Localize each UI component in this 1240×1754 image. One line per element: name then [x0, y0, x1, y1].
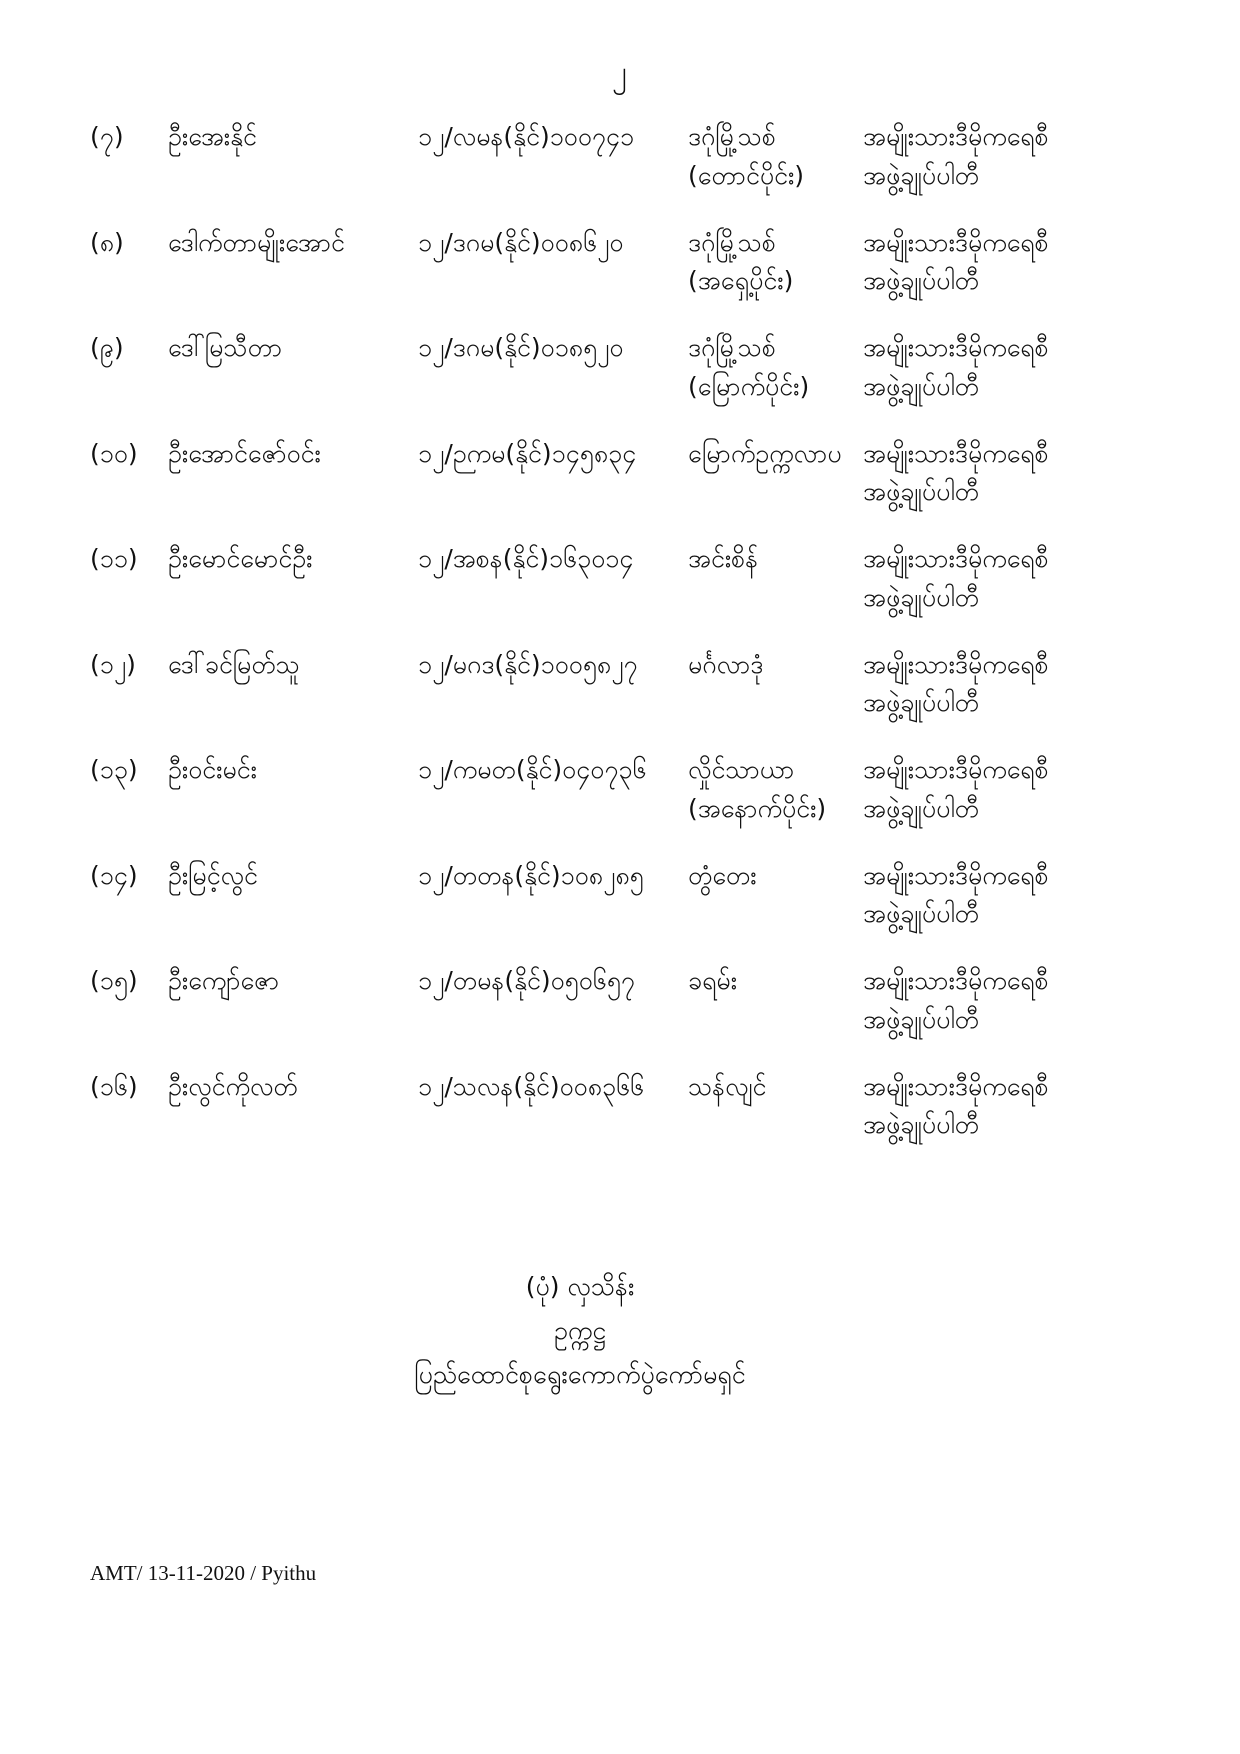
row-party-sub: အဖွဲ့ချုပ်ပါတီ — [863, 477, 980, 507]
row-township — [688, 1068, 863, 1107]
row-party-main: အမျိုးသားဒီမိုကရေစီ — [863, 755, 1049, 784]
row-party — [863, 329, 1153, 407]
table-row — [90, 646, 1160, 724]
signature-title: ဥက္ကဋ္ဌ — [554, 1315, 606, 1345]
row-index: (၁၁) — [90, 544, 138, 573]
table-row — [90, 540, 1160, 618]
row-township-main: ဒဂုံမြို့သစ် — [688, 122, 776, 151]
row-township-main: ဒဂုံမြို့သစ် — [688, 227, 776, 257]
row-party-sub: အဖွဲ့ချုပ်ပါတီ — [863, 688, 980, 718]
signature-block — [0, 1265, 1160, 1396]
row-name: ဒေါက်တာမျိုးအောင် — [168, 227, 345, 257]
row-nrc: ၁၂/လမန(နိုင်)၁၀၀၇၄၁ — [418, 122, 635, 151]
row-index: (၁၄) — [90, 860, 138, 890]
row-township — [688, 540, 863, 579]
row-index: (၁၃) — [90, 755, 138, 784]
table-row — [90, 118, 1160, 196]
row-party-sub: အဖွဲ့ချုပ်ပါတီ — [863, 582, 980, 612]
table-row — [90, 1068, 1160, 1146]
row-township-sub: (တောင်ပိုင်း) — [688, 160, 805, 190]
row-nrc: ၁၂/တမန(နိုင်)၀၅၀၆၅၇ — [418, 966, 635, 995]
row-township — [688, 329, 863, 407]
row-township-main: ခရမ်း — [688, 966, 738, 995]
row-party-main: အမျိုးသားဒီမိုကရေစီ — [863, 438, 1049, 468]
row-index: (၁၀) — [90, 438, 138, 468]
row-index: (၈) — [90, 227, 124, 257]
table-row — [90, 224, 1160, 302]
row-name: ဦးကျော်ဇော — [168, 966, 280, 995]
row-township-main: တွံတေး — [688, 860, 757, 890]
row-nrc: ၁၂/ကမတ(နိုင်)၀၄၀၇၃၆ — [418, 755, 647, 784]
row-nrc: ၁၂/တတန(နိုင်)၁၀၈၂၈၅ — [418, 860, 644, 890]
row-party — [863, 435, 1153, 513]
table-row — [90, 962, 1160, 1040]
signature-organization: ပြည်ထောင်စုရွေးကောက်ပွဲကော်မရှင် — [414, 1359, 746, 1389]
row-township — [688, 224, 863, 302]
row-nrc: ၁၂/အစန(နိုင်)၁၆၃၀၁၄ — [418, 544, 634, 573]
row-party-sub: အဖွဲ့ချုပ်ပါတီ — [863, 1110, 980, 1140]
row-nrc: ၁၂/ဒဂမ(နိုင်)၀၁၈၅၂၀ — [418, 333, 624, 362]
row-party — [863, 224, 1153, 302]
row-name: ဦးဝင်းမင်း — [168, 755, 257, 784]
row-party-main: အမျိုးသားဒီမိုကရေစီ — [863, 227, 1049, 257]
row-party — [863, 751, 1153, 829]
row-party — [863, 118, 1153, 196]
row-party-main: အမျိုးသားဒီမိုကရေစီ — [863, 544, 1049, 573]
row-name: ဦးအောင်ဇော်ဝင်း — [168, 438, 321, 468]
row-index: (၇) — [90, 122, 124, 151]
row-index: (၉) — [90, 333, 124, 362]
row-township-main: ဒဂုံမြို့သစ် — [688, 333, 776, 362]
row-name: ဦးမြင့်လွင် — [168, 860, 258, 890]
row-nrc: ၁၂/မဂဒ(နိုင်)၁၀၀၅၈၂၇ — [418, 649, 638, 679]
row-party — [863, 857, 1153, 935]
row-township-main: မင်္ဂလာဒုံ — [688, 649, 764, 679]
row-party-main: အမျိုးသားဒီမိုကရေစီ — [863, 122, 1049, 151]
row-party — [863, 1068, 1153, 1146]
row-township-sub: (အရှေ့ပိုင်း) — [688, 266, 794, 296]
table-row — [90, 329, 1160, 407]
row-index: (၁၅) — [90, 966, 138, 995]
candidate-table — [90, 118, 1160, 1173]
row-nrc: ၁၂/ဒဂမ(နိုင်)၀၀၈၆၂၀ — [418, 227, 624, 257]
row-name: ဦးလွင်ကိုလတ် — [168, 1071, 298, 1101]
row-township — [688, 751, 863, 829]
row-township — [688, 962, 863, 1001]
row-party-main: အမျိုးသားဒီမိုကရေစီ — [863, 1071, 1049, 1101]
row-index: (၁၂) — [90, 649, 136, 679]
row-party-sub: အဖွဲ့ချုပ်ပါတီ — [863, 371, 980, 401]
row-nrc: ၁၂/ဉကမ(နိုင်)၁၄၅၈၃၄ — [418, 438, 637, 468]
footer-note: AMT/ 13-11-2020 / Pyithu — [90, 1561, 317, 1585]
signature-name: (ပုံ) လှသိန်း — [525, 1272, 635, 1301]
table-row — [90, 435, 1160, 513]
row-township-main: သန်လျင် — [688, 1071, 767, 1101]
row-party — [863, 962, 1153, 1040]
row-party-sub: အဖွဲ့ချုပ်ပါတီ — [863, 160, 980, 190]
row-index: (၁၆) — [90, 1071, 138, 1101]
row-party-sub: အဖွဲ့ချုပ်ပါတီ — [863, 793, 980, 823]
row-township-sub: (အနောက်ပိုင်း) — [688, 793, 827, 823]
row-township — [688, 435, 863, 474]
row-name: ဦးအေးနိုင် — [168, 122, 257, 151]
row-party-main: အမျိုးသားဒီမိုကရေစီ — [863, 860, 1049, 890]
row-township-main: မြောက်ဥက္ကလာပ — [688, 438, 842, 468]
page-number: ၂ — [612, 55, 628, 90]
row-party-sub: အဖွဲ့ချုပ်ပါတီ — [863, 266, 980, 296]
table-row — [90, 857, 1160, 935]
row-township — [688, 118, 863, 196]
row-township-sub: (မြောက်ပိုင်း) — [688, 371, 810, 401]
row-party-main: အမျိုးသားဒီမိုကရေစီ — [863, 966, 1049, 995]
row-party-sub: အဖွဲ့ချုပ်ပါတီ — [863, 1004, 980, 1034]
row-party-main: အမျိုးသားဒီမိုကရေစီ — [863, 649, 1049, 679]
row-name: ဦးမောင်မောင်ဦး — [168, 544, 313, 573]
row-township-main: အင်းစိန် — [688, 544, 759, 573]
row-name: ဒေါ်ခင်မြတ်သူ — [168, 649, 300, 679]
table-row — [90, 751, 1160, 829]
row-township — [688, 857, 863, 896]
row-township — [688, 646, 863, 685]
row-party — [863, 540, 1153, 618]
row-party-sub: အဖွဲ့ချုပ်ပါတီ — [863, 899, 980, 929]
row-township-main: လှိုင်သာယာ — [688, 755, 795, 784]
row-party — [863, 646, 1153, 724]
row-party-main: အမျိုးသားဒီမိုကရေစီ — [863, 333, 1049, 362]
row-nrc: ၁၂/သလန(နိုင်)၀၀၈၃၆၆ — [418, 1071, 645, 1101]
row-name: ဒေါ်မြသီတာ — [168, 333, 283, 362]
